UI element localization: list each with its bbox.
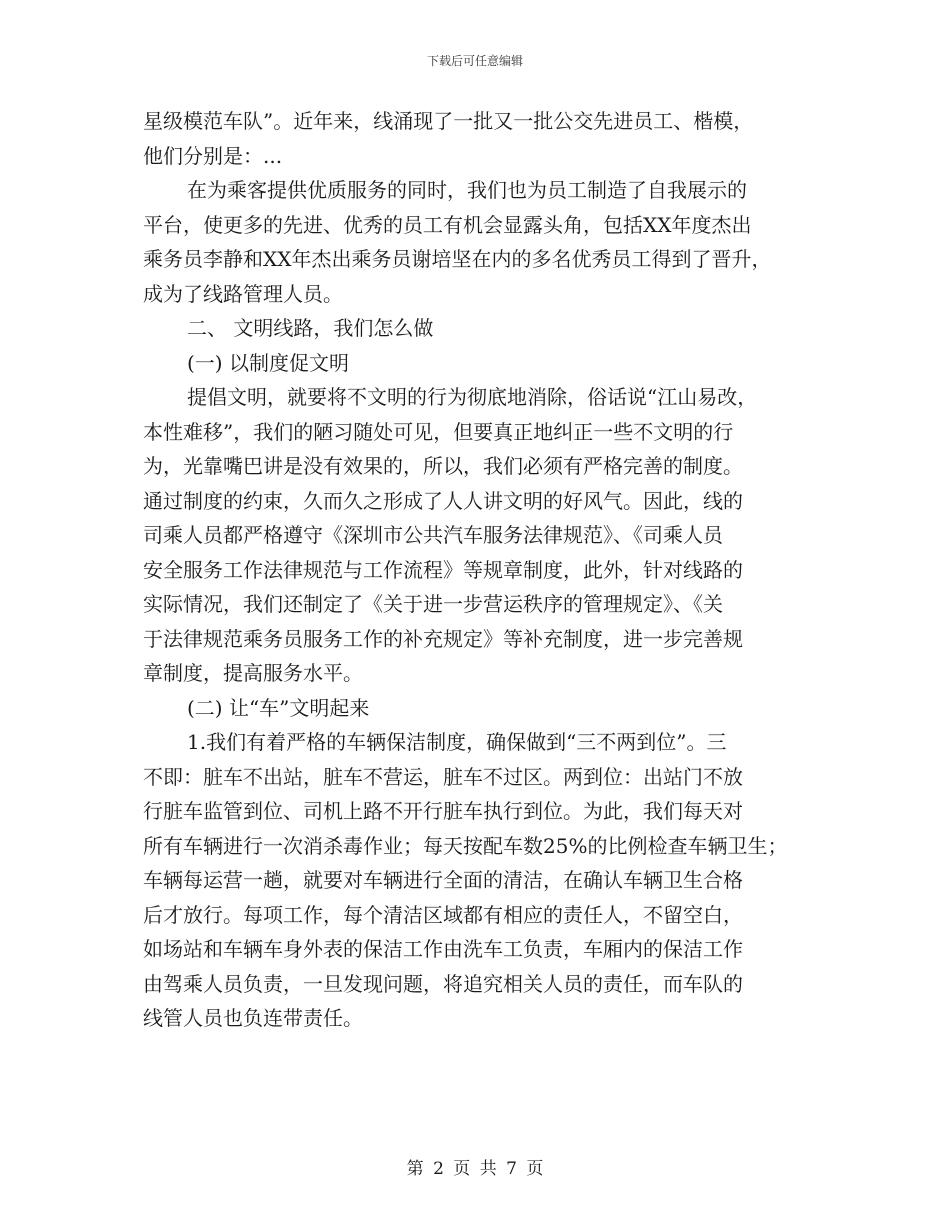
page-header: 下载后可任意编辑 <box>426 54 523 68</box>
text-line: 他们分别是：... <box>143 143 283 168</box>
text-line: 星级模范车队”。近年来，线涌现了一批又一批公交先进员工、楷模， <box>143 109 754 133</box>
page-footer: 第 2 页 共 7 页 <box>406 1159 544 1179</box>
text-line: 在为乘客提供优质服务的同时，我们也为员工制造了自我展示的 <box>187 178 747 202</box>
text-line: 如场站和车辆车身外表的保洁工作由洗车工负责，车厢内的保洁工作 <box>143 937 743 961</box>
text-line: 不即：脏车不出站，脏车不营运，脏车不过区。两到位：出站门不放 <box>143 764 743 789</box>
text-line: 于法律规范乘务员服务工作的补充规定》等补充制度，进一步完善规 <box>143 626 743 651</box>
text-line: 实际情况，我们还制定了《关于进一步营运秩序的管理规定》、《关 <box>143 592 723 616</box>
subsection-heading: (二) 让“车”文明起来 <box>187 695 370 720</box>
text-line: 平台，使更多的先进、优秀的员工有机会显露头角，包括XX年度杰出 <box>143 212 752 237</box>
document-body <box>143 104 823 1036</box>
text-line: 通过制度的约束，久而久之形成了人人讲文明的好风气。因此，线的 <box>143 488 743 513</box>
text-line: 本性难移”，我们的陋习随处可见，但要真正地纠正一些不文明的行 <box>143 419 734 444</box>
text-line: 司乘人员都严格遵守《深圳市公共汽车服务法律规范》、《司乘人员 <box>143 523 723 547</box>
text-line: 所有车辆进行一次消杀毒作业；每天按配车数25%的比例检查车辆卫生； <box>143 833 788 858</box>
section-heading: 二、 文明线路，我们怎么做 <box>187 316 434 340</box>
text-line: 线管人员也负连带责任。 <box>143 1006 363 1030</box>
subsection-heading: (一) 以制度促文明 <box>187 350 349 375</box>
text-line: 为，光靠嘴巴讲是没有效果的，所以，我们必须有严格完善的制度。 <box>143 454 743 478</box>
text-line: 后才放行。每项工作，每个清洁区域都有相应的责任人，不留空白， <box>143 902 743 927</box>
text-line: 成为了线路管理人员。 <box>143 281 343 306</box>
text-line: 车辆每运营一趟，就要对车辆进行全面的清洁，在确认车辆卫生合格 <box>143 868 743 892</box>
text-line: 乘务员李静和XX年杰出乘务员谢培坚在内的多名优秀员工得到了晋升， <box>143 247 772 271</box>
text-line: 1.我们有着严格的车辆保洁制度，确保做到“三不两到位”。三 <box>187 730 727 754</box>
text-line: 行脏车监管到位、司机上路不开行脏车执行到位。为此，我们每天对 <box>143 799 743 823</box>
text-line: 安全服务工作法律规范与工作流程》等规章制度，此外，针对线路的 <box>143 557 743 582</box>
text-line: 提倡文明，就要将不文明的行为彻底地消除，俗话说“江山易改， <box>187 385 758 409</box>
text-line: 由驾乘人员负责，一旦发现问题，将追究相关人员的责任，而车队的 <box>143 971 743 996</box>
text-line: 章制度，提高服务水平。 <box>143 661 363 685</box>
